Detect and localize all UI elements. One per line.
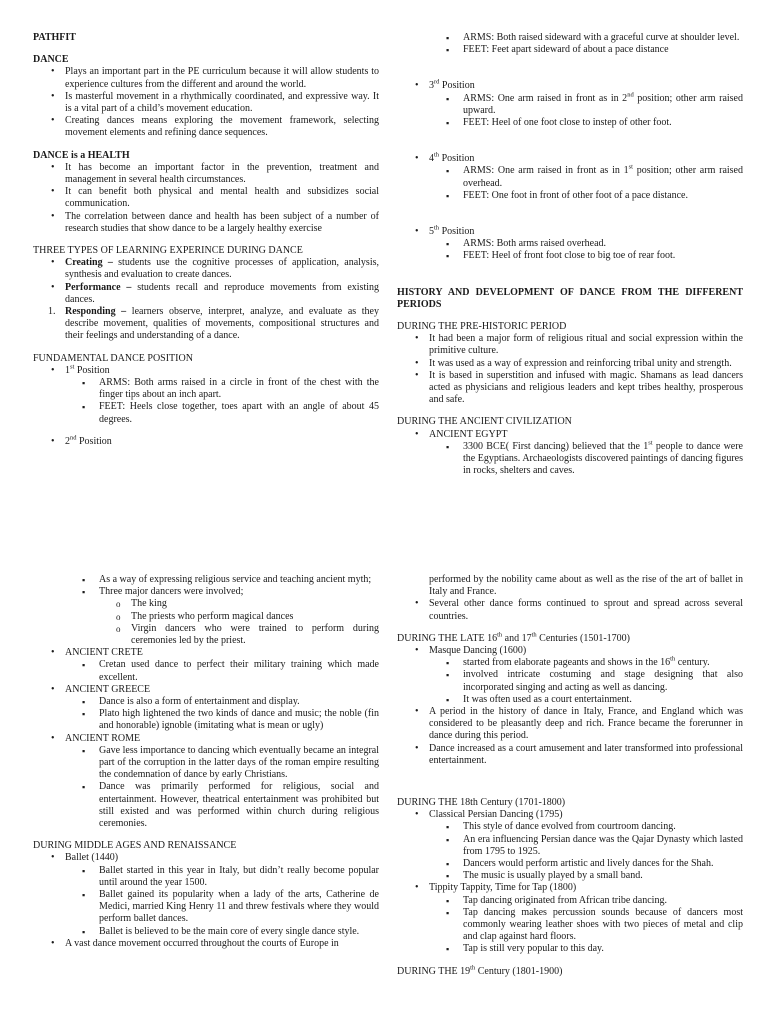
c18-list — [397, 809, 743, 955]
health-list — [33, 162, 379, 235]
text: people to dance were the Egyptians. Archaeologists discovered paintings of dancing figures in rocks, shelters and caves. — [463, 440, 743, 477]
sub-item — [397, 657, 743, 669]
sub-item: ▪ ARMS: Both arms raised in a circle in front of the chest with the finger tips about an inch apart. — [33, 377, 379, 401]
list-item — [33, 282, 379, 306]
late-centuries-heading — [397, 633, 743, 645]
persian-label: • Classical Persian Dancing (1795) — [397, 809, 743, 821]
sub-item: ▪ FEET: Heel of front foot close to big toe of rear foot. — [397, 250, 743, 262]
list-item: • Plays an important part in the PE curriculum because it will allow students to experience cultures from the different and around the world. — [33, 66, 379, 90]
sub-item: ▪ Dancers would perform artistic and lively dances for the Shah. — [397, 858, 743, 870]
position-5 — [397, 226, 743, 238]
term: Creating – — [65, 257, 113, 269]
dancer-item: o Virgin dancers who were trained to perform during ceremonies led by the priest. — [33, 623, 379, 647]
term-text: students recall and reproduce movements from existing dances. — [65, 281, 379, 305]
sub-item: ▪ Gave less importance to dancing which eventually became an integral part of the corruption in the latter days of the roman empire resulting the condemnation of dance by early Christians. — [33, 745, 379, 782]
text: Centuries (1501-1700) — [536, 632, 630, 644]
continued-text: performed by the nobility came about as well as the rise of the art of ballet in Italy and France. — [429, 574, 743, 598]
sub-item: ▪ Dance was primarily performed for religious, social and entertainment. However, theatrical entertainment was prohibited but still existed and was performed within church during religious ceremonies. — [33, 781, 379, 830]
list-item: • The correlation between dance and health has been subject of a number of research studies that show dance to be a largely healthy exercise — [33, 211, 379, 235]
sub-item: ▪ Ballet is believed to be the main core of every single dance style. — [33, 926, 379, 938]
sub-item: ▪ involved intricate costuming and stage designing that also incorporated singing and acting as well as dancing. — [397, 669, 743, 693]
position-label: Position — [74, 364, 110, 376]
ancient-rome-label: • ANCIENT ROME — [33, 733, 379, 745]
history-heading: HISTORY AND DEVELOPMENT OF DANCE FROM THE DIFFERENT PERIODS — [397, 286, 743, 310]
sub-item: ▪ This style of dance evolved from courtroom dancing. — [397, 821, 743, 833]
text: position; other arm raised upward. — [463, 92, 743, 116]
page1-right-column — [397, 0, 743, 477]
dance-list — [33, 66, 379, 139]
egypt-continued-list — [33, 574, 379, 830]
sub-item: ▪ The music is usually played by a small band. — [397, 870, 743, 882]
dance-heading: DANCE — [33, 54, 69, 66]
ordinal-suffix: rd — [434, 79, 440, 87]
page-2 — [0, 512, 768, 1024]
list-item: • Several other dance forms continued to sprout and spread across several countries. — [397, 598, 743, 622]
sub-item: ▪ Cretan used dance to perfect their military training which made excellent. — [33, 659, 379, 683]
position-label: Position — [439, 153, 475, 165]
continued-list — [397, 598, 743, 622]
sub-item: ▪ FEET: Heels close together, toes apart with an angle of about 45 degrees. — [33, 401, 379, 425]
list-item: • Dance increased as a court amusement and later transformed into professional entertainment. — [397, 743, 743, 767]
list-item — [33, 257, 379, 281]
tap-label: • Tippity Tappity, Time for Tap (1800) — [397, 882, 743, 894]
position-number: 1 — [65, 364, 70, 376]
text: position; other arm raised overhead. — [463, 165, 743, 189]
text: DURING THE LATE 16 — [397, 632, 498, 644]
middle-ages-heading: DURING MIDDLE AGES AND RENAISSANCE — [33, 840, 237, 852]
list-item: • It can benefit both physical and mental health and subsidizes social communication. — [33, 186, 379, 210]
ordinal-suffix: st — [70, 363, 75, 371]
sub-item: ▪ Tap dancing originated from African tribe dancing. — [397, 895, 743, 907]
list-item: • Creating dances means exploring the movement framework, selecting movement elements and refining dance sequences. — [33, 115, 379, 139]
ordinal-suffix: th — [470, 964, 476, 972]
ancient-list — [397, 429, 743, 478]
c19-heading — [397, 966, 743, 978]
term: Responding – — [65, 306, 127, 318]
position-3-list — [397, 80, 743, 129]
ordinal-suffix: th — [531, 631, 537, 639]
prehistoric-heading: DURING THE PRE-HISTORIC PERIOD — [397, 321, 567, 333]
health-heading: DANCE is a HEALTH — [33, 149, 130, 161]
document-title: PATHFIT — [33, 32, 76, 43]
page2-left-column — [33, 512, 379, 950]
ordinal-suffix: nd — [70, 434, 77, 442]
position-4 — [397, 153, 743, 165]
text: started from elaborate pageants and shows in the 16 — [463, 657, 671, 669]
position-number: 5 — [429, 226, 434, 238]
sub-item: ▪ Tap dancing makes percussion sounds because of dancers most commonly wearing leather shoes with two pieces of metal and clip and clap against hard floors. — [397, 907, 743, 944]
sub-item: ▪ ARMS: Both raised sideward with a graceful curve at shoulder level. — [397, 32, 743, 44]
ancient-greece-label: • ANCIENT GREECE — [33, 684, 379, 696]
dancer-item: o The priests who perform magical dances — [33, 611, 379, 623]
term: Performance – — [65, 281, 132, 293]
sub-item: ▪ An era influencing Persian dance was the Qajar Dynasty which lasted from 1795 to 1925. — [397, 834, 743, 858]
c18-heading: DURING THE 18th Century (1701-1800) — [397, 797, 566, 809]
ancient-heading: DURING THE ANCIENT CIVILIZATION — [397, 416, 572, 428]
ordinal-suffix: th — [434, 151, 440, 159]
position-number: 2 — [65, 435, 70, 447]
text: ARMS: One arm raised in front as in 2 — [463, 92, 628, 104]
sub-item: ▪ It was often used as a court entertainment. — [397, 694, 743, 706]
sub-item: ▪ Ballet gained its popularity when a lady of the arts, Catherine de Medici, married King Henry 11 and threw festivals where they would perform ballet dances. — [33, 889, 379, 926]
sub-item: ▪ Plato high lightened the two kinds of dance and music; the noble (fin and honorable) ignoble (imitating what is mean or ugly) — [33, 708, 379, 732]
late-centuries-list — [397, 645, 743, 767]
page2-right-column — [397, 512, 743, 978]
sub-item: ▪ Ballet started in this year in Italy, but didn’t really become popular until around the year 1500. — [33, 865, 379, 889]
sub-item — [397, 441, 743, 478]
position-label: Position — [439, 226, 475, 238]
position-1 — [33, 365, 379, 377]
types-list — [33, 257, 379, 342]
ordinal-suffix: st — [628, 164, 633, 172]
masque-label: • Masque Dancing (1600) — [397, 645, 743, 657]
list-item: • A vast dance movement occurred throughout the courts of Europe in — [33, 938, 379, 950]
types-heading: THREE TYPES OF LEARNING EXPERINCE DURING DANCE — [33, 245, 303, 257]
list-item: • It has become an important factor in the prevention, treatment and management in several health circumstances. — [33, 162, 379, 186]
sub-item: ▪ FEET: Heel of one foot close to instep of other foot. — [397, 117, 743, 129]
text: 3300 BCE( First dancing) believed that the 1 — [463, 440, 649, 452]
position-2 — [33, 436, 379, 448]
term-text: learners observe, interpret, analyze, and evaluate as they describe movement, qualities of movements, compositional structures and their feelings and understanding of a dance. — [65, 306, 379, 342]
ordinal-suffix: th — [670, 655, 676, 663]
list-item: • It is based in superstition and infused with magic. Shamans as lead dancers acted as physicians and religious leaders and kept tribes healthy, prosperous and safe. — [397, 370, 743, 407]
position-5-list — [397, 226, 743, 263]
sub-item: ▪ FEET: Feet apart sideward of about a pace distance — [397, 44, 743, 56]
position-4-list — [397, 153, 743, 202]
ordinal-suffix: nd — [627, 91, 634, 99]
sub-item: ▪ Three major dancers were involved; — [33, 586, 379, 598]
ordinal-suffix: th — [497, 631, 503, 639]
list-item: • A period in the history of dance in Italy, France, and England which was considered to be pleasantly deep and rich. France became the forerunner in dance during this period. — [397, 706, 743, 743]
sub-item — [397, 93, 743, 117]
fundamental-heading: FUNDAMENTAL DANCE POSITION — [33, 352, 193, 364]
sub-item: ▪ Tap is still very popular to this day. — [397, 943, 743, 955]
list-item: • It had been a major form of religious ritual and social expression within the primitive culture. — [397, 333, 743, 357]
list-item — [33, 306, 379, 343]
text: ARMS: One arm raised in front as in 1 — [463, 165, 629, 177]
page1-left-column — [33, 0, 379, 448]
sub-item: ▪ As a way of expressing religious service and teaching ancient myth; — [33, 574, 379, 586]
position-2-list — [33, 436, 379, 448]
position-3 — [397, 80, 743, 92]
middle-ages-list — [33, 852, 379, 950]
position-label: Position — [439, 80, 475, 92]
term-text: students use the cognitive processes of application, analysis, synthesis and evaluation to create dances. — [65, 257, 379, 281]
position-2-items — [397, 32, 743, 56]
text: Century (1801-1900) — [475, 965, 563, 977]
ordinal-suffix: th — [434, 224, 440, 232]
position-number: 4 — [429, 153, 434, 165]
position-list — [33, 365, 379, 426]
ballet-label: • Ballet (1440) — [33, 852, 379, 864]
list-item: • It was used as a way of expression and reinforcing tribal unity and strength. — [397, 358, 743, 370]
prehistoric-list — [397, 333, 743, 406]
text: century. — [675, 657, 710, 669]
sub-item: ▪ Dance is also a form of entertainment and display. — [33, 696, 379, 708]
sub-item: ▪ ARMS: Both arms raised overhead. — [397, 238, 743, 250]
list-item: • Is masterful movement in a rhythmically coordinated, and expressive way. It is a vital part of a child’s movement education. — [33, 91, 379, 115]
ancient-crete-label: • ANCIENT CRETE — [33, 647, 379, 659]
sub-item — [397, 165, 743, 189]
position-number: 3 — [429, 80, 434, 92]
text: DURING THE 19 — [397, 965, 471, 977]
ancient-egypt-label: • ANCIENT EGYPT — [397, 429, 743, 441]
ordinal-suffix: st — [648, 439, 653, 447]
sub-item: ▪ FEET: One foot in front of other foot of a pace distance. — [397, 190, 743, 202]
dancer-item: o The king — [33, 598, 379, 610]
position-label: Position — [76, 435, 112, 447]
text: and 17 — [502, 632, 532, 644]
